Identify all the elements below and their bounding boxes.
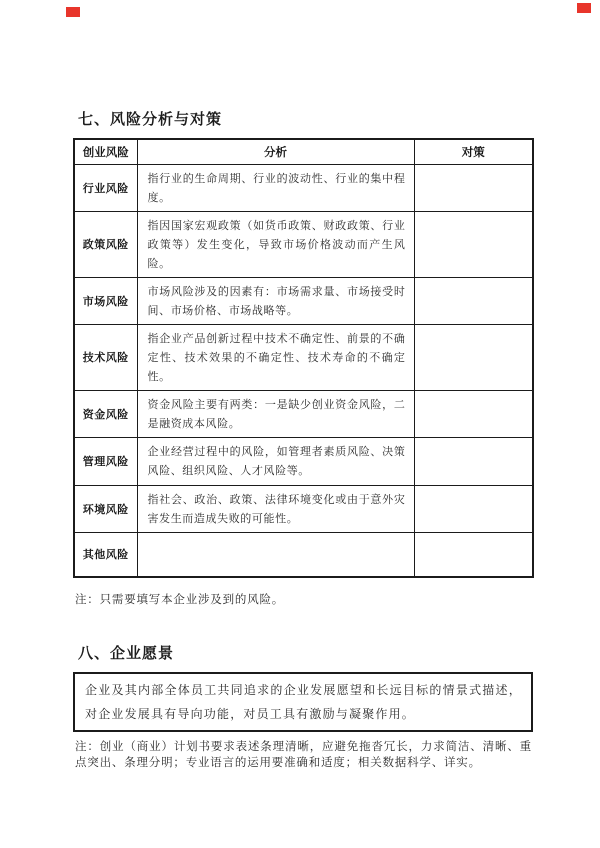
red-corner-mark-left bbox=[66, 7, 80, 17]
risk-row-label: 其他风险 bbox=[74, 532, 137, 577]
countermeasure-cell bbox=[414, 485, 533, 532]
risk-row-label: 管理风险 bbox=[74, 437, 137, 485]
risk-row-label: 资金风险 bbox=[74, 390, 137, 437]
risk-analysis-cell: 市场风险涉及的因素有：市场需求量、市场接受时间、市场价格、市场战略等。 bbox=[137, 277, 414, 324]
table-row-capital bbox=[74, 390, 533, 437]
table-row-environment bbox=[74, 485, 533, 532]
table-row-other bbox=[74, 532, 533, 577]
vision-text: 企业及其内部全体员工共同追求的企业发展愿望和长远目标的情景式描述，对企业发展具有导向功能，对员工具有激励与凝聚作用。 bbox=[85, 682, 522, 721]
table-row-industry bbox=[74, 164, 533, 211]
table-header-row bbox=[74, 139, 533, 164]
section-7-title: 七、风险分析与对策 bbox=[78, 111, 223, 128]
vision-box bbox=[73, 672, 533, 732]
countermeasure-cell bbox=[414, 277, 533, 324]
writing-guideline-note: 注：创业（商业）计划书要求表述条理清晰，应避免拖沓冗长，力求简洁、清晰、重点突出、条理分明；专业语言的运用要准确和适度；相关数据科学、详实。 bbox=[75, 738, 532, 769]
section-8-title: 八、企业愿景 bbox=[78, 644, 175, 662]
table-header-countermeasure: 对策 bbox=[414, 139, 533, 164]
risk-analysis-cell: 指因国家宏观政策（如货币政策、财政政策、行业政策等）发生变化，导致市场价格波动而产生风险。 bbox=[137, 211, 414, 277]
risk-row-label: 技术风险 bbox=[74, 324, 137, 390]
table-row-technology bbox=[74, 324, 533, 390]
countermeasure-cell bbox=[414, 437, 533, 485]
countermeasure-cell bbox=[414, 390, 533, 437]
countermeasure-cell bbox=[414, 532, 533, 577]
countermeasure-cell bbox=[414, 164, 533, 211]
risk-row-label: 政策风险 bbox=[74, 211, 137, 277]
risk-row-label: 环境风险 bbox=[74, 485, 137, 532]
table-row-management bbox=[74, 437, 533, 485]
red-corner-mark-right bbox=[577, 3, 591, 13]
page-content bbox=[73, 111, 532, 771]
risk-row-label: 市场风险 bbox=[74, 277, 137, 324]
table-header-analysis: 分析 bbox=[137, 139, 414, 164]
risk-analysis-table bbox=[73, 138, 534, 578]
risk-analysis-cell: 指企业产品创新过程中技术不确定性、前景的不确定性、技术效果的不确定性、技术寿命的不确定性。 bbox=[137, 324, 414, 390]
risk-analysis-cell: 指行业的生命周期、行业的波动性、行业的集中程度。 bbox=[137, 164, 414, 211]
table-footnote: 注：只需要填写本企业涉及到的风险。 bbox=[75, 592, 285, 606]
risk-row-label: 行业风险 bbox=[74, 164, 137, 211]
countermeasure-cell bbox=[414, 211, 533, 277]
table-row-policy bbox=[74, 211, 533, 277]
table-row-market bbox=[74, 277, 533, 324]
table-header-risk: 创业风险 bbox=[74, 139, 137, 164]
risk-analysis-cell: 指社会、政治、政策、法律环境变化或由于意外灾害发生而造成失败的可能性。 bbox=[137, 485, 414, 532]
risk-analysis-cell: 资金风险主要有两类：一是缺少创业资金风险，二是融资成本风险。 bbox=[137, 390, 414, 437]
risk-analysis-cell: 企业经营过程中的风险，如管理者素质风险、决策风险、组织风险、人才风险等。 bbox=[137, 437, 414, 485]
countermeasure-cell bbox=[414, 324, 533, 390]
risk-analysis-cell bbox=[137, 532, 414, 577]
